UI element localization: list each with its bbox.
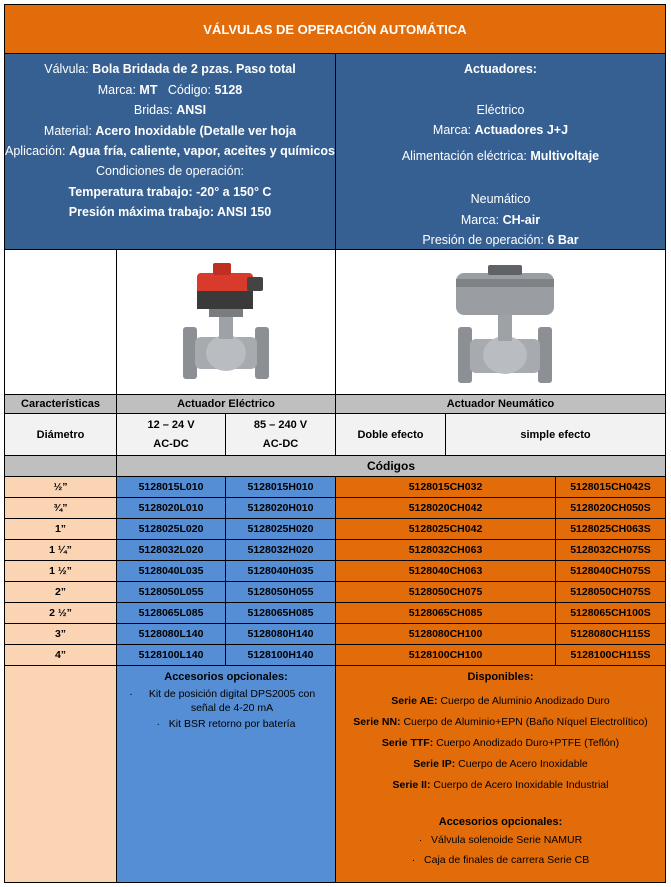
code-cell: 5128080CH115S <box>555 623 666 645</box>
code-cell: 5128040CH075S <box>555 560 666 582</box>
code-cell: 5128065H085 <box>225 602 336 624</box>
electric-actuator-image <box>116 249 336 395</box>
code-cell: 5128100H140 <box>225 644 336 666</box>
code-cell: 5128040H035 <box>225 560 336 582</box>
diameter-cell: 3” <box>4 623 117 645</box>
code-cell: 5128080L140 <box>116 623 226 645</box>
code-cell: 5128080CH100 <box>335 623 556 645</box>
spec-conditions: Condiciones de operación: <box>95 164 245 178</box>
actuators-heading: Actuadores: <box>464 62 537 76</box>
series-item: Serie AE: Cuerpo de Aluminio Anodizado Duro <box>391 695 610 707</box>
page-title: VÁLVULAS DE OPERACIÓN AUTOMÁTICA <box>4 4 666 54</box>
diameter-cell: 1 ¼” <box>4 539 117 561</box>
image-empty-cell <box>4 249 117 395</box>
code-cell: 5128065L085 <box>116 602 226 624</box>
code-cell: 5128025L020 <box>116 518 226 540</box>
header-volt-high: 85 – 240 V AC-DC <box>225 413 336 456</box>
code-cell: 5128065CH085 <box>335 602 556 624</box>
header-pneumatic-actuator: Actuador Neumático <box>335 394 666 414</box>
pneumatic-brand: Marca: CH-air <box>460 212 541 227</box>
header-diameter: Diámetro <box>4 413 117 456</box>
code-cell: 5128032CH063 <box>335 539 556 561</box>
code-cell: 5128015CH042S <box>555 476 666 498</box>
series-item: Serie IP: Cuerpo de Acero Inoxidable <box>413 758 588 770</box>
code-cell: 5128080H140 <box>225 623 336 645</box>
code-cell: 5128050CH075S <box>555 581 666 603</box>
code-cell: 5128040L035 <box>116 560 226 582</box>
pneumatic-valve-photo <box>426 255 576 390</box>
electric-valve-photo <box>161 255 291 390</box>
header-simple-effect: simple efecto <box>445 413 666 456</box>
series-item: Serie NN: Cuerpo de Aluminio+EPN (Baño Níquel Electrolítico) <box>353 716 648 728</box>
code-cell: 5128020H010 <box>225 497 336 519</box>
header-double-effect: Doble efecto <box>335 413 446 456</box>
spec-material: Material: Acero Inoxidable (Detalle ver hoja <box>43 123 297 138</box>
code-cell: 5128015L010 <box>116 476 226 498</box>
electric-accessories <box>116 665 336 883</box>
pneumatic-available <box>335 665 666 883</box>
code-cell: 5128100L140 <box>116 644 226 666</box>
pneumatic-accessory-item: · Caja de finales de carrera Serie CB <box>411 854 590 866</box>
spec-flanges: Bridas: ANSI <box>133 103 207 117</box>
spec-brand: Marca: MT Código: 5128 <box>97 82 243 97</box>
header-electric-actuator: Actuador Eléctrico <box>116 394 336 414</box>
accessories-blank <box>4 665 117 883</box>
code-cell: 5128025CH042 <box>335 518 556 540</box>
codes-header: Códigos <box>116 455 666 477</box>
electric-accessory-item: · Kit BSR retorno por batería <box>156 718 296 730</box>
code-cell: 5128032CH075S <box>555 539 666 561</box>
spec-temperature: Temperatura trabajo: -20° a 150° C <box>68 184 272 199</box>
diameter-cell: 1” <box>4 518 117 540</box>
series-item: Serie II: Cuerpo de Acero Inoxidable Industrial <box>392 779 609 791</box>
available-heading: Disponibles: <box>467 671 534 683</box>
valve-specs <box>4 53 336 250</box>
code-cell: 5128025CH063S <box>555 518 666 540</box>
code-cell: 5128020CH050S <box>555 497 666 519</box>
electric-brand: Marca: Actuadores J+J <box>432 123 569 137</box>
pneumatic-accessories-heading: Accesorios opcionales: <box>438 816 563 828</box>
code-cell: 5128100CH100 <box>335 644 556 666</box>
code-cell: 5128032H020 <box>225 539 336 561</box>
code-cell: 5128015H010 <box>225 476 336 498</box>
pneumatic-accessory-item: · Válvula solenoide Serie NAMUR <box>418 834 583 846</box>
series-list <box>336 691 665 796</box>
electric-accessories-heading: Accesorios opcionales: <box>164 671 288 683</box>
diameter-cell: 1 ½” <box>4 560 117 582</box>
header-characteristics: Características <box>4 394 117 414</box>
series-item: Serie TTF: Cuerpo Anodizado Duro+PTFE (Teflón) <box>381 737 620 749</box>
spec-pressure: Presión máxima trabajo: ANSI 150 <box>68 205 272 219</box>
code-cell: 5128050CH075 <box>335 581 556 603</box>
header-volt-low: 12 – 24 V AC-DC <box>116 413 226 456</box>
spec-valve: Válvula: Bola Bridada de 2 pzas. Paso total <box>44 62 296 76</box>
diameter-cell: ½” <box>4 476 117 498</box>
pneumatic-pressure: Presión de operación: 6 Bar <box>422 233 579 247</box>
code-cell: 5128032L020 <box>116 539 226 561</box>
diameter-cell: ¾” <box>4 497 117 519</box>
pneumatic-title: Neumático <box>470 192 531 206</box>
code-cell: 5128040CH063 <box>335 560 556 582</box>
code-cell: 5128100CH115S <box>555 644 666 666</box>
code-cell: 5128050H055 <box>225 581 336 603</box>
electric-title: Eléctrico <box>476 102 525 117</box>
code-cell: 5128025H020 <box>225 518 336 540</box>
electric-accessory-item: · Kit de posición digital DPS2005 con señal de 4-20 mA <box>129 688 316 714</box>
code-cell: 5128020CH042 <box>335 497 556 519</box>
code-cell: 5128020L010 <box>116 497 226 519</box>
diameter-cell: 4” <box>4 644 117 666</box>
codes-header-blank <box>4 455 117 477</box>
diameter-cell: 2 ½” <box>4 602 117 624</box>
code-cell: 5128015CH032 <box>335 476 556 498</box>
code-cell: 5128065CH100S <box>555 602 666 624</box>
code-cell: 5128050L055 <box>116 581 226 603</box>
actuator-specs <box>335 53 666 250</box>
diameter-cell: 2” <box>4 581 117 603</box>
electric-power: Alimentación eléctrica: Multivoltaje <box>401 148 600 163</box>
pneumatic-actuator-image <box>335 249 666 395</box>
spec-application: Aplicación: Agua fría, caliente, vapor, aceites y químicos <box>5 144 335 158</box>
